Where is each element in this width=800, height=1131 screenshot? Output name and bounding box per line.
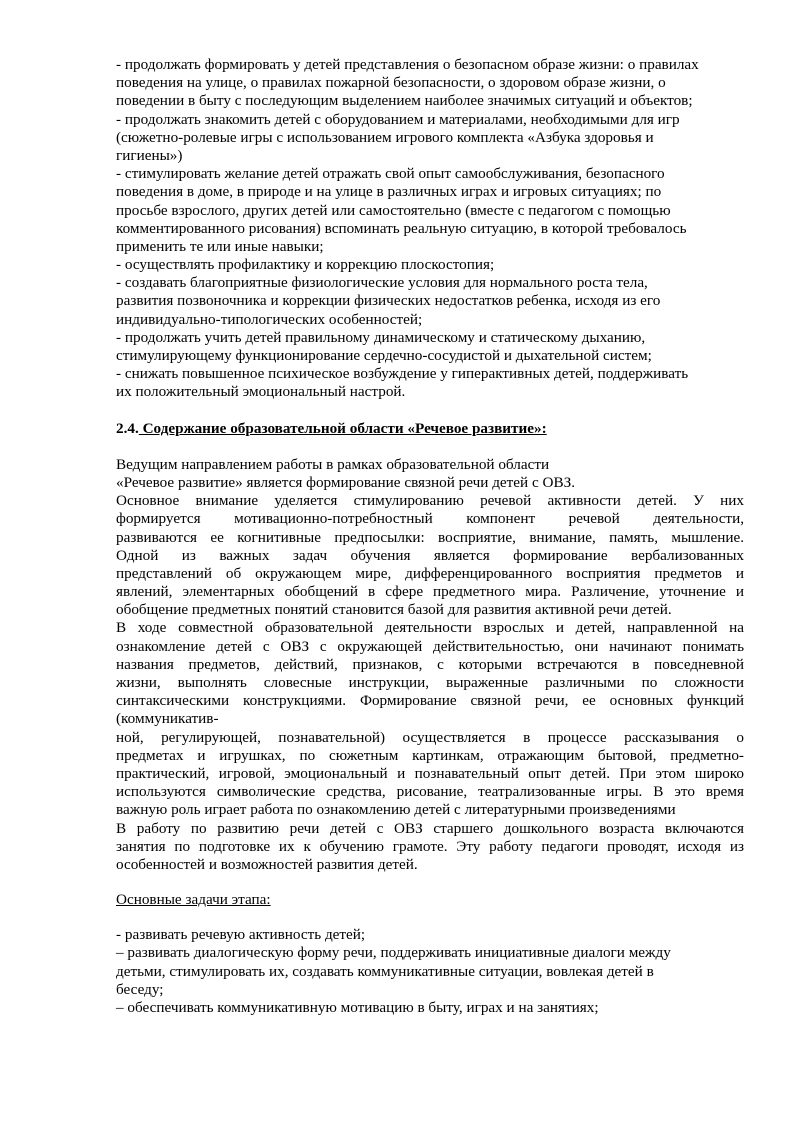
text-line: занятия по подготовке их к обучению грамоте. Эту работу педагоги проводят, исходя из bbox=[116, 837, 744, 855]
text-line: поведении в быту с последующим выделением наиболее значимых ситуаций и объектов; bbox=[116, 92, 693, 110]
text-line: обобщение предметных понятий становится базой для развития активной речи детей. bbox=[116, 601, 672, 619]
text-line: - продолжать учить детей правильному динамическому и статическому дыханию, bbox=[116, 328, 646, 346]
text-line: ной, регулирующей, познавательной) осуществляется в процессе рассказывания о bbox=[116, 728, 744, 746]
text-line: особенностей и возможностей развития детей. bbox=[116, 855, 418, 873]
text-line: ознакомление детей с ОВЗ с окружающей действительностью, они начинают понимать bbox=[116, 637, 744, 655]
text-line: названия предметов, действий, признаков, с которыми встречаются в повседневной bbox=[116, 655, 744, 673]
document-page bbox=[116, 56, 744, 1017]
list-item: – обеспечивать коммуникативную мотивацию в быту, играх и на занятиях; bbox=[116, 999, 599, 1016]
list-item: беседу; bbox=[116, 980, 164, 998]
intro-paragraph bbox=[116, 456, 744, 492]
safety-tasks-paragraph bbox=[116, 56, 744, 402]
list-item: – развивать диалогическую форму речи, поддерживать инициативные диалоги между bbox=[116, 944, 671, 962]
tasks-title: Основные задачи этапа: bbox=[116, 891, 271, 909]
text-line: - стимулировать желание детей отражать свой опыт самообслуживания, безопасного bbox=[116, 165, 665, 183]
text-line: «Речевое развитие» является формирование связной речи детей с ОВЗ. bbox=[116, 473, 576, 491]
text-line: важную роль играет работа по ознакомлению детей с литературными произведениями bbox=[116, 801, 676, 819]
literacy-paragraph bbox=[116, 820, 744, 875]
text-line: жизни, выполнять словесные инструкции, выраженные различными по сложности bbox=[116, 674, 744, 691]
text-line: Ведущим направлением работы в рамках образовательной области bbox=[116, 455, 550, 473]
text-line: (коммуникатив- bbox=[116, 710, 219, 728]
text-line: их положительный эмоциональный настрой. bbox=[116, 383, 406, 401]
main-attention-paragraph bbox=[116, 492, 744, 619]
text-line: развиваются ее когнитивные предпосылки: восприятие, внимание, память, мышление. bbox=[116, 528, 744, 546]
section-heading bbox=[116, 420, 744, 438]
tasks-list bbox=[116, 926, 744, 1017]
text-line: используются символические средства, рисование, театрализованные игры. В это время bbox=[116, 783, 744, 801]
text-line: представлений об окружающем мире, дифференцированного восприятия предметов и bbox=[116, 564, 744, 582]
text-line: В ходе совместной образовательной деятельности взрослых и детей, направленной на bbox=[116, 619, 744, 637]
text-line: стимулирующему функционирование сердечно-сосудистой и дыхательной систем; bbox=[116, 347, 652, 364]
joint-activity-paragraph bbox=[116, 619, 744, 819]
text-line: индивидуально-типологических особенностей; bbox=[116, 310, 423, 328]
text-line: комментированного рисования) вспоминать реальную ситуацию, в которой требовалось bbox=[116, 219, 687, 237]
text-line: предметах и игрушках, по сюжетным картинкам, отражающим бытовой, предметно- bbox=[116, 746, 744, 764]
list-item: детьми, стимулировать их, создавать коммуникативные ситуации, вовлекая детей в bbox=[116, 962, 654, 980]
text-line: явлений, элементарных обобщений в сфере предметного мира. Различение, уточнение и bbox=[116, 583, 744, 601]
section-number: 2.4. bbox=[116, 419, 139, 437]
section-title: Содержание образовательной области «Речевое развитие»: bbox=[138, 419, 547, 437]
text-line: развития позвоночника и коррекции физических недостатков ребенка, исходя из его bbox=[116, 292, 661, 310]
text-line: - создавать благоприятные физиологические условия для нормального роста тела, bbox=[116, 274, 648, 292]
text-line: - продолжать формировать у детей представления о безопасном образе жизни: о правилах bbox=[116, 56, 699, 73]
text-line: синтаксическими конструкциями. Формирование связной речи, ее основных функций bbox=[116, 692, 744, 710]
text-line: поведения на улице, о правилах пожарной безопасности, о здоровом образе жизни, о bbox=[116, 74, 666, 92]
text-line: практический, игровой, эмоциональный и познавательный опыт детей. При этом широко bbox=[116, 764, 744, 782]
text-line: - продолжать знакомить детей с оборудованием и материалами, необходимыми для игр bbox=[116, 110, 680, 128]
text-line: просьбе взрослого, других детей или самостоятельно (вместе с педагогом с помощью bbox=[116, 201, 671, 219]
text-line: Основное внимание уделяется стимулированию речевой активности детей. У них bbox=[116, 492, 744, 510]
text-line: гигиены») bbox=[116, 146, 183, 164]
text-line: Одной из важных задач обучения является формирование вербализованных bbox=[116, 546, 744, 564]
text-line: применить те или иные навыки; bbox=[116, 237, 324, 255]
text-line: (сюжетно-ролевые игры с использованием игрового комплекта «Азбука здоровья и bbox=[116, 128, 654, 146]
text-line: поведения в доме, в природе и на улице в различных играх и игровых ситуациях; по bbox=[116, 183, 662, 201]
text-line: В работу по развитию речи детей с ОВЗ старшего дошкольного возраста включаются bbox=[116, 819, 744, 837]
text-line: формируется мотивационно-потребностный компонент речевой деятельности, bbox=[116, 510, 744, 528]
list-item: - развивать речевую активность детей; bbox=[116, 926, 366, 944]
text-line: - снижать повышенное психическое возбуждение у гиперактивных детей, поддерживать bbox=[116, 365, 689, 383]
text-line: - осуществлять профилактику и коррекцию плоскостопия; bbox=[116, 256, 495, 274]
